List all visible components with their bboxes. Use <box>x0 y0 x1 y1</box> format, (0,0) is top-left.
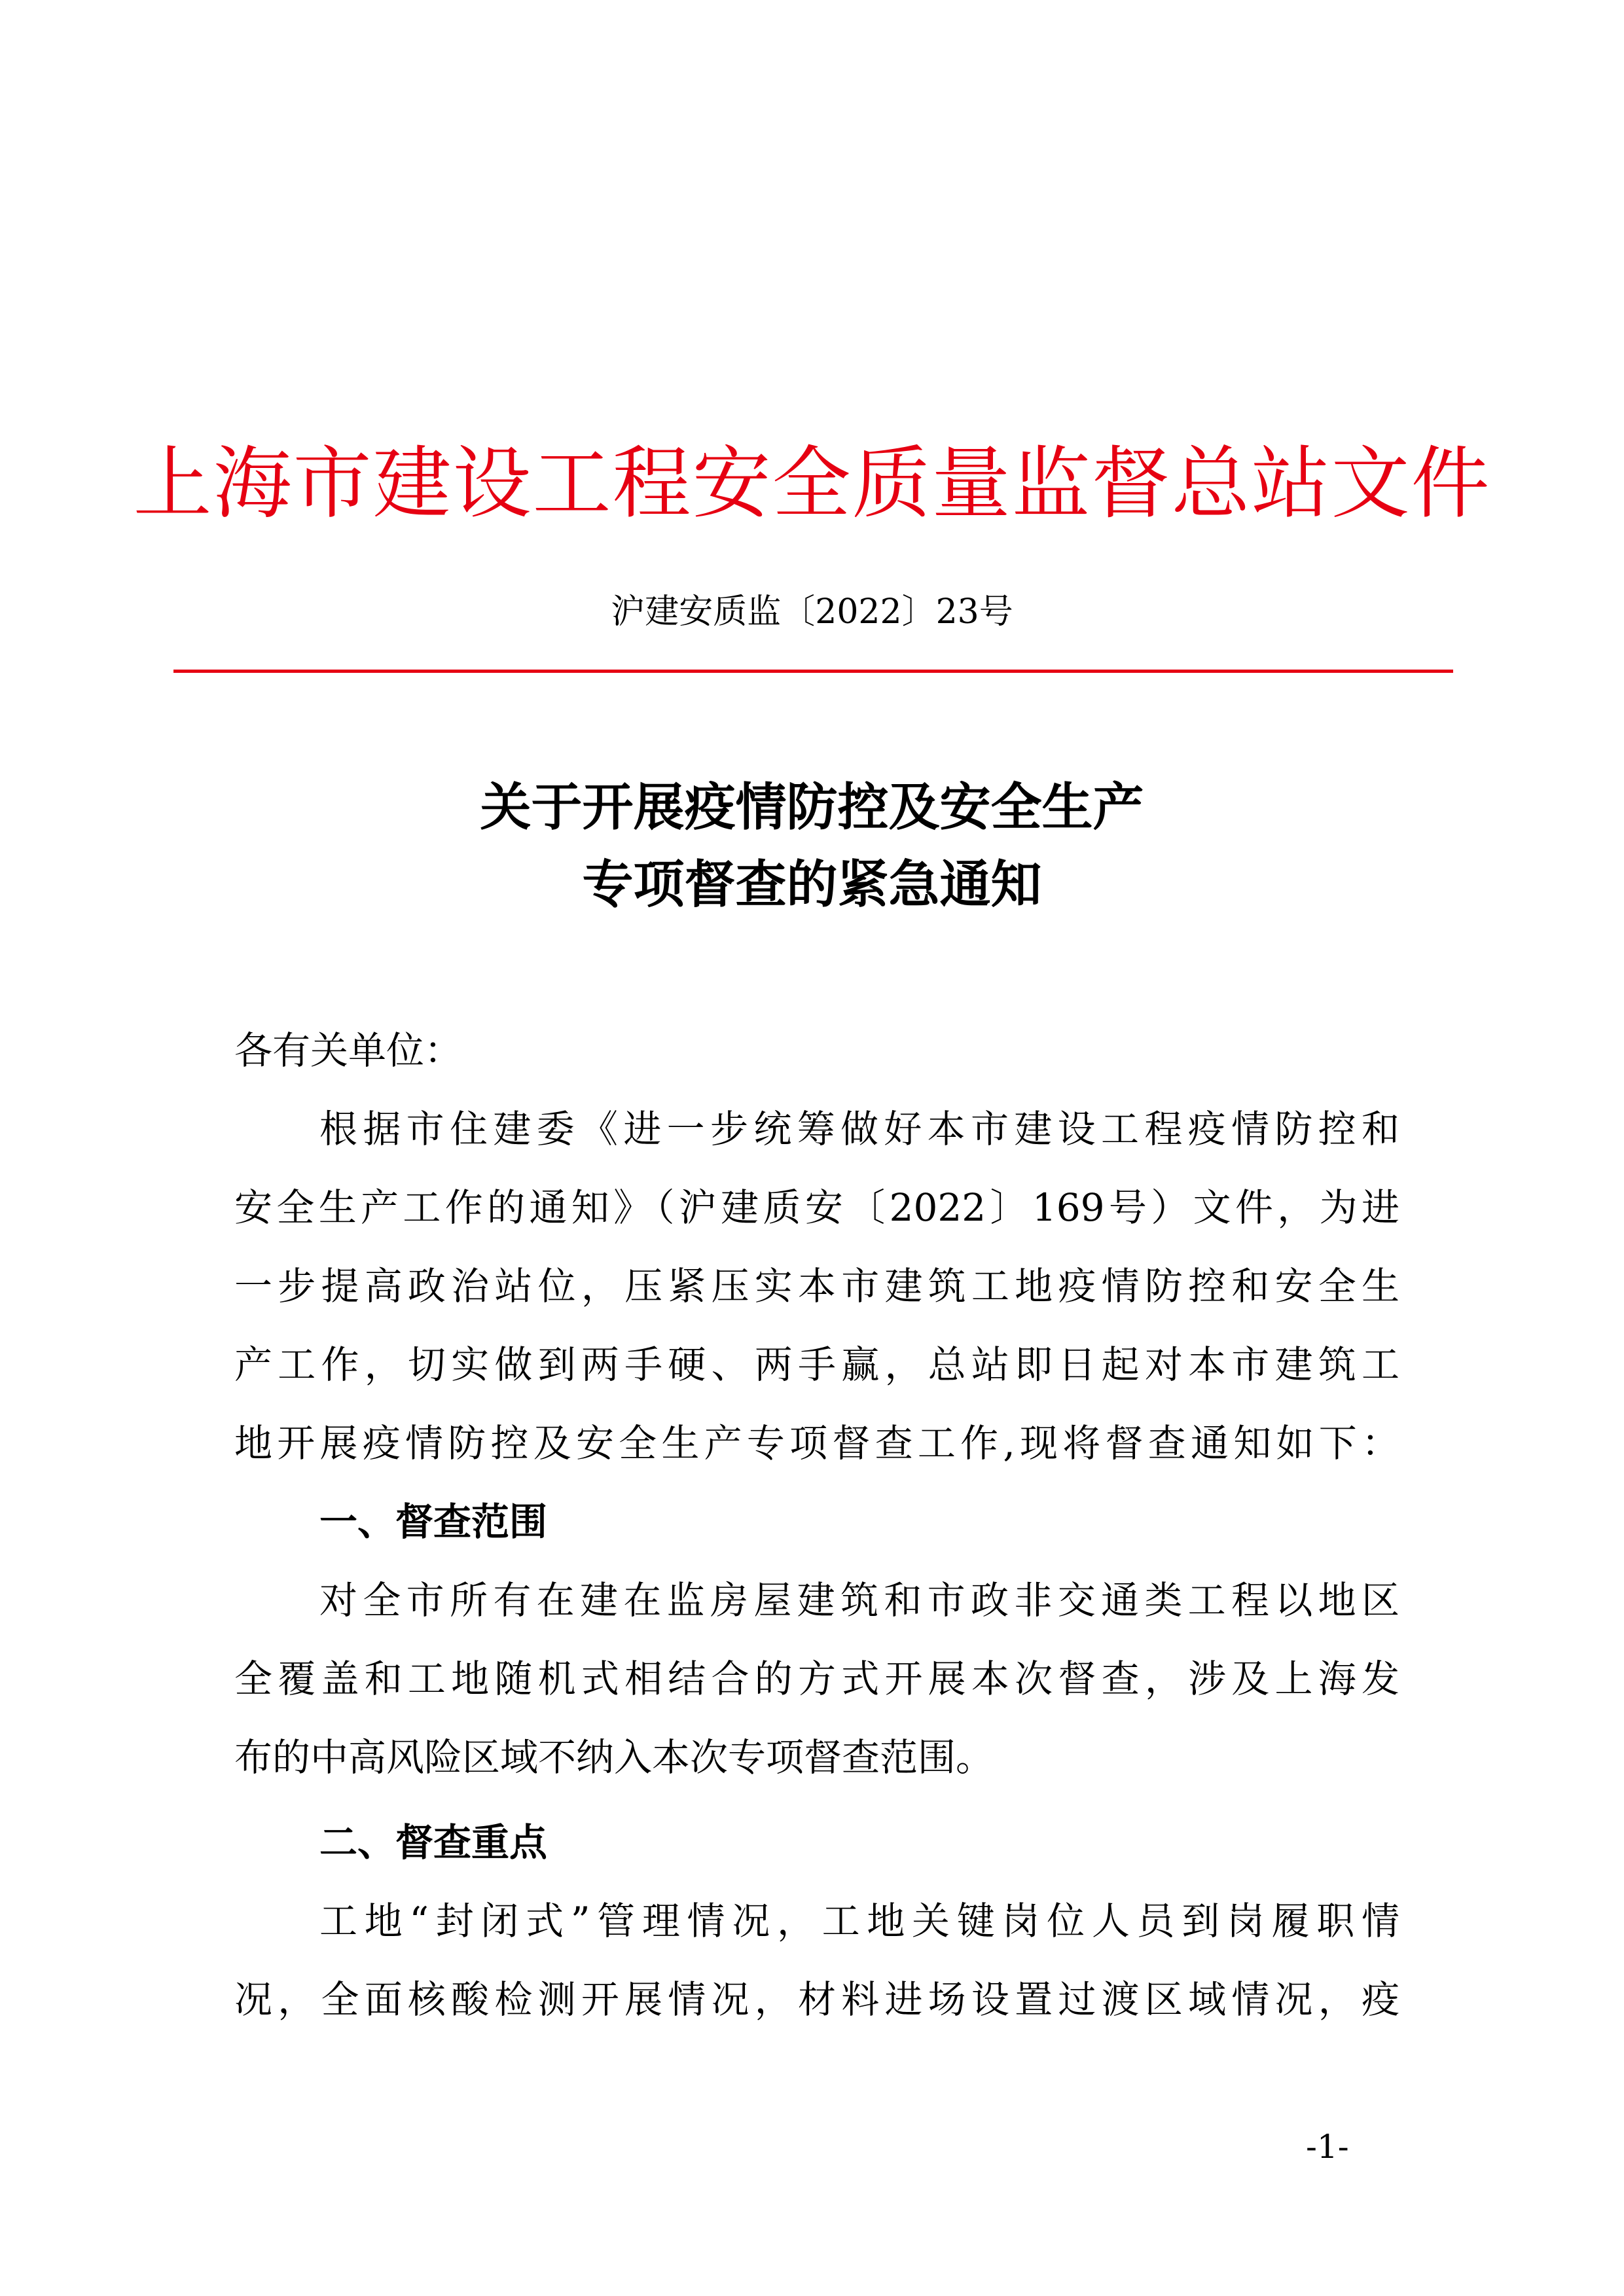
paragraph-line: 地开展疫情防控及安全生产专项督查工作,现将督查通知如下： <box>234 1421 1399 1465</box>
page-number: -1- <box>1306 2128 1349 2166</box>
section-heading-scope: 一、督查范围 <box>319 1499 548 1544</box>
paragraph-line: 安全生产工作的通知》（沪建质安〔2022〕169号）文件，为进 <box>234 1185 1399 1230</box>
notice-title-line-1: 关于开展疫情防控及安全生产 <box>480 778 1144 837</box>
notice-body <box>234 1011 1399 2039</box>
paragraph-line: 产工作，切实做到两手硬、两手赢，总站即日起对本市建筑工 <box>234 1342 1399 1387</box>
paragraph-line: 根据市住建委《进一步统筹做好本市建设工程疫情防控和 <box>319 1107 1399 1151</box>
paragraph-line: 布的中高风险区域不纳入本次专项督查范围。 <box>234 1735 994 1780</box>
document-number: 沪建安质监〔2022〕23号 <box>611 592 1013 632</box>
paragraph-line: 工地“封闭式”管理情况，工地关键岗位人员到岗履职情 <box>319 1899 1399 1943</box>
section-heading-focus: 二、督查重点 <box>319 1820 548 1865</box>
paragraph-line: 全覆盖和工地随机式相结合的方式开展本次督查，涉及上海发 <box>234 1657 1399 1701</box>
section-spacer <box>234 1797 1399 1803</box>
paragraph-line: 一步提高政治站位，压紧压实本市建筑工地疫情防控和安全生 <box>234 1264 1399 1308</box>
paragraph-line: 对全市所有在建在监房屋建筑和市政非交通类工程以地区 <box>319 1578 1399 1623</box>
paragraph-line: 况，全面核酸检测开展情况，材料进场设置过渡区域情况，疫 <box>234 1977 1399 2022</box>
notice-title <box>0 769 1624 924</box>
red-divider-line <box>173 670 1453 673</box>
masthead-title: 上海市建设工程安全质量监督总站文件 <box>133 439 1491 529</box>
notice-title-line-2: 专项督查的紧急通知 <box>582 855 1042 914</box>
salutation: 各有关单位： <box>234 1028 463 1073</box>
